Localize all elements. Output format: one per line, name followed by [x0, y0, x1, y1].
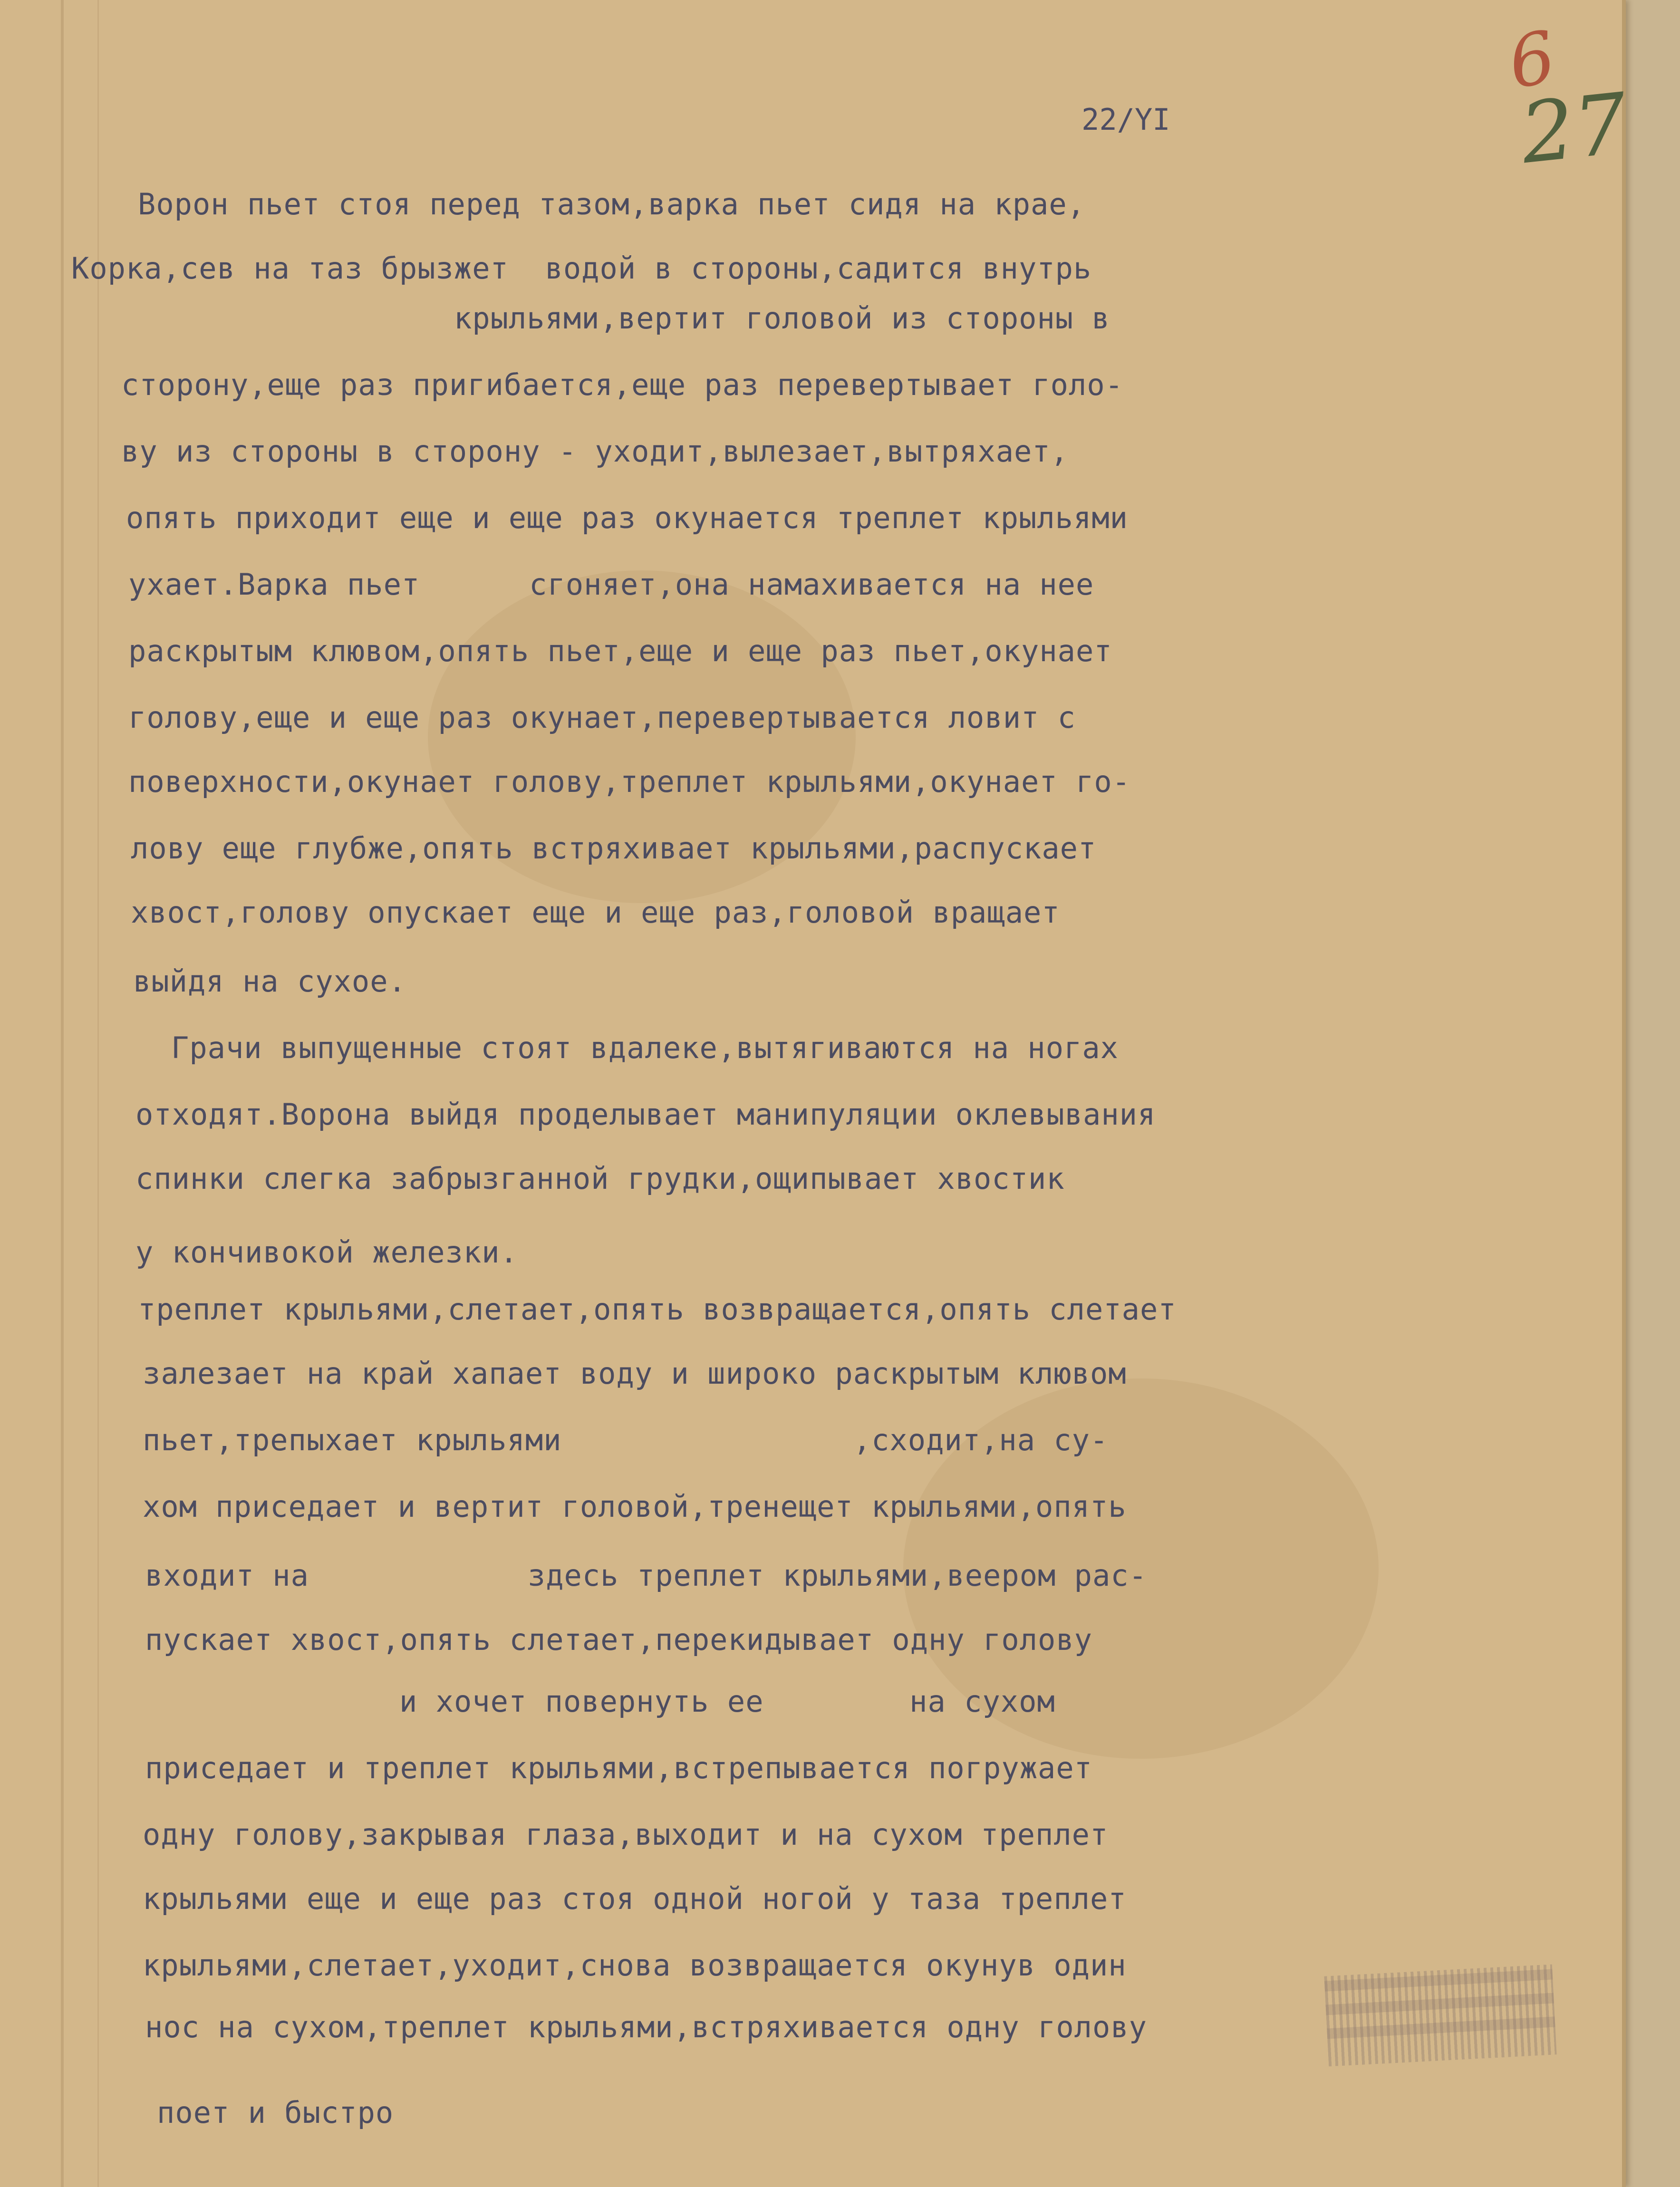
text-line: одну голову,закрывая глаза,выходит и на сухом треплет [143, 1817, 1109, 1852]
folio-number-red: 6 [1502, 16, 1562, 105]
text-line: крыльями еще и еще раз стоя одной ногой у таза треплет [143, 1881, 1127, 1916]
stamp-row [1325, 1993, 1554, 2015]
text-line: лову еще глубже,опять встряхивает крыльями,распускает [131, 831, 1097, 866]
text-line: нос на сухом,треплет крыльями,встряхивается одну голову [145, 2010, 1147, 2044]
text-line: треплет крыльями,слетает,опять возвращается,опять слетает [138, 1292, 1177, 1327]
paper-edge [1622, 0, 1626, 2187]
paper-fold-inner [97, 0, 99, 2187]
text-line: крыльями,слетает,уходит,снова возвращается окунув один [143, 1948, 1127, 1983]
text-line: Корка,сев на таз брызжет водой в стороны,садится внутрь [71, 251, 1092, 286]
stamp-row [1327, 2016, 1555, 2039]
text-line: Ворон пьет стоя перед тазом,варка пьет сидя на крае, [138, 187, 1086, 222]
text-line: сторону,еще раз пригибается,еще раз перевертывает голо- [121, 367, 1123, 402]
text-line: хвост,голову опускает еще и еще раз,головой вращает [131, 895, 1060, 930]
text-line: хом приседает и вертит головой,тренещет крыльями,опять [143, 1489, 1127, 1524]
folio-number-green: 27 [1516, 75, 1632, 183]
text-line: ву из стороны в сторону - уходит,вылезает,вытряхает, [121, 434, 1069, 469]
text-line: спинки слегка забрызганной грудки,ощипывает хвостик [135, 1161, 1065, 1196]
text-line: пускает хвост,опять слетает,перекидывает одну голову [145, 1622, 1093, 1657]
text-line: пьет,трепыхает крыльями ,сходит,на су- [143, 1423, 1109, 1457]
text-line: поверхности,окунает голову,треплет крыльями,окунает го- [128, 764, 1130, 799]
page-date: 22/YI [1081, 102, 1170, 137]
text-line: поет и быстро [157, 2095, 394, 2130]
text-line: у кончивокой железки. [135, 1235, 518, 1270]
text-line: раскрытым клювом,опять пьет,еще и еще раз пьет,окунает [128, 634, 1112, 668]
text-line: голову,еще и еще раз окунает,перевертывается ловит с [128, 700, 1076, 735]
text-line: Грачи выпущенные стоят вдалеке,вытягиваются на ногах [171, 1031, 1119, 1065]
text-line: и хочет повернуть ее на сухом [399, 1684, 1055, 1719]
stamp-row [1324, 1969, 1553, 1992]
paper-fold [61, 0, 64, 2187]
text-line: залезает на край хапает воду и широко раскрытым клювом [143, 1356, 1127, 1391]
text-line: опять приходит еще и еще раз окунается треплет крыльями [126, 501, 1128, 535]
text-line: отходят.Ворона выйдя проделывает манипуляции оклевывания [135, 1097, 1156, 1132]
text-line: входит на здесь треплет крыльями,веером рас- [145, 1558, 1147, 1593]
text-line: приседает и треплет крыльями,встрепывается погружает [145, 1751, 1093, 1785]
text-line: крыльями,вертит головой из стороны в [454, 301, 1110, 336]
archive-stamp [1324, 1965, 1556, 2067]
text-line: ухает.Варка пьет сгоняет,она намахивается на нее [128, 567, 1094, 602]
text-line: выйдя на сухое. [133, 964, 406, 999]
